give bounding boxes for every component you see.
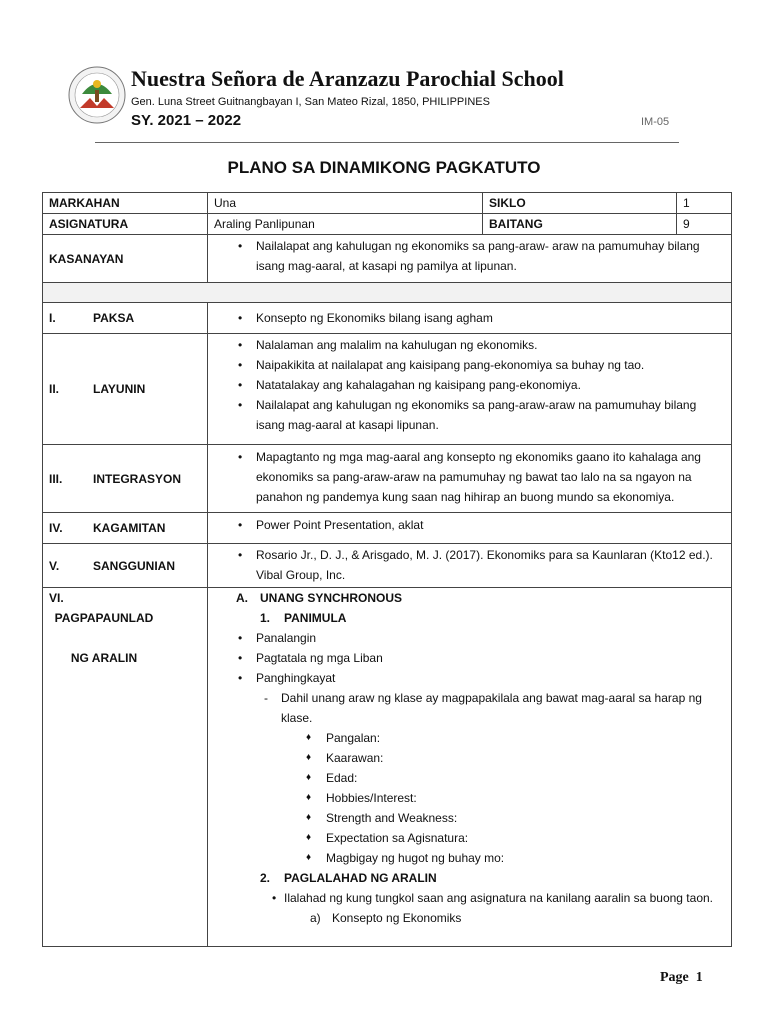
school-address: Gen. Luna Street Guitnangbayan I, San Mateo Rizal, 1850, PHILIPPINES: [131, 96, 490, 108]
kasanayan-label: KASANAYAN: [43, 235, 208, 283]
step-1-heading: 1. PANIMULA: [260, 611, 347, 625]
row-asignatura: [43, 214, 732, 235]
asignatura-value: Araling Panlipunan: [208, 214, 483, 235]
siklo-label: SIKLO: [483, 193, 677, 214]
page-label: Page: [660, 970, 689, 985]
step-2-heading: 2. PAGLALAHAD NG ARALIN: [260, 871, 437, 885]
intro-item: ♦ Kaarawan:: [214, 748, 725, 768]
row-integrasyon: [43, 445, 732, 513]
row-paksa: [43, 303, 732, 334]
markahan-label: MARKAHAN: [43, 193, 208, 214]
baitang-value: 9: [677, 214, 732, 235]
spacer-row: [43, 283, 732, 303]
baitang-label: BAITANG: [483, 214, 677, 235]
row-pagpapaunlad: [43, 588, 732, 947]
part-a-heading: A. UNANG SYNCHRONOUS: [236, 591, 403, 605]
intro-item: ♦ Pangalan:: [214, 728, 725, 748]
intro-item: ♦ Hobbies/Interest:: [214, 788, 725, 808]
siklo-value: 1: [677, 193, 732, 214]
introduction-instruction: - Dahil unang araw ng klase ay magpapakilala ang bawat mag-aaral sa harap ng klase.: [214, 688, 725, 728]
lesson-plan-table: [42, 192, 732, 947]
layunin-item: • Nalalaman ang malalim na kahulugan ng ekonomiks.: [214, 335, 725, 355]
school-seal-logo: [68, 64, 126, 126]
document-title: PLANO SA DINAMIKONG PAGKATUTO: [227, 158, 541, 177]
section-label-integrasyon: III. INTEGRASYON: [43, 445, 208, 513]
school-year: SY. 2021 – 2022: [131, 112, 242, 129]
form-code: IM-05: [641, 116, 670, 128]
sub-item-a: a) Konsepto ng Ekonomiks: [310, 911, 462, 925]
row-sanggunian: [43, 544, 732, 588]
sanggunian-item: • Rosario Jr., D. J., & Arisgado, M. J. (2017). Ekonomiks para sa Kaunlaran (Kto12 ed.). Vibal Group, Inc.: [214, 545, 725, 585]
paglalahad-bullet: • Ilalahad ng kung tungkol saan ang asignatura na kanilang aaralin sa buong taon.: [214, 888, 725, 908]
section-label-paksa: I. PAKSA: [43, 303, 208, 334]
markahan-value: Una: [208, 193, 483, 214]
section-label-layunin: II. LAYUNIN: [43, 334, 208, 445]
row-kasanayan: [43, 235, 732, 283]
kasanayan-item: • Nailalapat ang kahulugan ng ekonomiks sa pang-araw- araw na pamumuhay bilang isang mag-aaral, at kasapi ng pamilya at lipunan.: [214, 236, 725, 276]
intro-item: ♦ Magbigay ng hugot ng buhay mo:: [214, 848, 725, 868]
section-label-pagpapaunlad: VI.PAGPAPAUNLAD NG ARALIN: [43, 588, 208, 947]
section-label-kagamitan: IV. KAGAMITAN: [43, 513, 208, 544]
kagamitan-item: • Power Point Presentation, aklat: [214, 515, 725, 535]
panimula-bullet: • Panghingkayat: [214, 668, 725, 688]
layunin-item: • Naipakikita at nailalapat ang kaisipang pang-ekonomiya sa buhay ng tao.: [214, 355, 725, 375]
panimula-bullet: • Pagtatala ng mga Liban: [214, 648, 725, 668]
header-divider: [95, 142, 679, 143]
integrasyon-item: • Mapagtanto ng mga mag-aaral ang konsepto ng ekonomiks gaano ito kahalaga ang ekonomiks sa pang-araw-araw na pamumuhay ng bawat tao lalo na sa ngayon na panahon ng pandemya kung saan nag hihirap an buong mundo sa ekonomiya.: [214, 447, 725, 507]
row-layunin: [43, 334, 732, 445]
intro-item: ♦ Edad:: [214, 768, 725, 788]
page-number: 1: [695, 970, 703, 985]
intro-item: ♦ Strength and Weakness:: [214, 808, 725, 828]
section-label-sanggunian: V. SANGGUNIAN: [43, 544, 208, 588]
panimula-bullet: • Panalangin: [214, 628, 725, 648]
row-markahan: [43, 193, 732, 214]
paksa-item: • Konsepto ng Ekonomiks bilang isang agham: [214, 308, 725, 328]
row-kagamitan: [43, 513, 732, 544]
asignatura-label: ASIGNATURA: [43, 214, 208, 235]
layunin-item: • Natatalakay ang kahalagahan ng kaisipang pang-ekonomiya.: [214, 375, 725, 395]
intro-item: ♦ Expectation sa Agisnatura:: [214, 828, 725, 848]
layunin-item: • Nailalapat ang kahulugan ng ekonomiks sa pang-araw-araw na pamumuhay bilang isang mag-aaral at kasapi lipunan.: [214, 395, 725, 435]
page-footer: [660, 970, 703, 986]
school-name: Nuestra Señora de Aranzazu Parochial School: [131, 66, 564, 91]
